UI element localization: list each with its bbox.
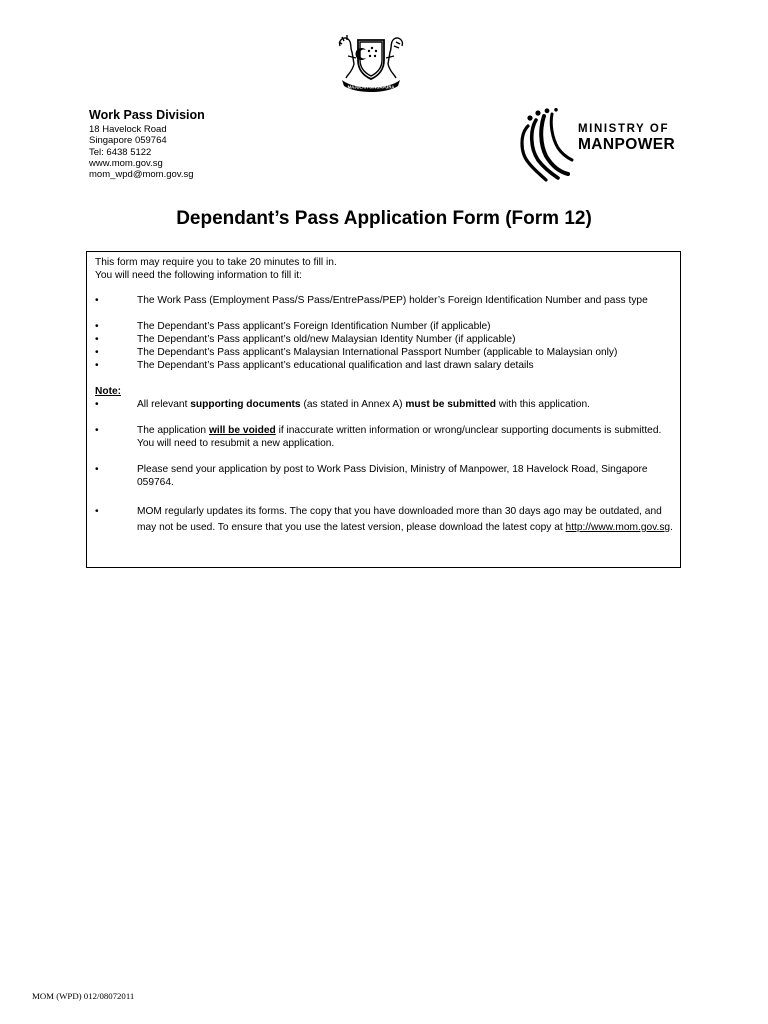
bullet-icon: • [95,347,99,358]
logo-text-ministry-of: MINISTRY OF [578,123,670,135]
form-title: Dependant’s Pass Application Form (Form 12) [176,208,592,229]
required-item-text: The Work Pass (Employment Pass/S Pass/EntrePass/PEP) holder’s Foreign Identification Number and pass type [137,295,648,306]
mom-website-link[interactable]: http://www.mom.gov.sg [565,521,671,533]
ministry-of-manpower-logo [516,108,682,184]
sender-address-block [89,108,205,180]
intro-text [95,256,337,282]
emphasis-supporting-documents: supporting documents [190,399,301,410]
telephone: Tel: 6438 5122 [89,146,152,158]
email: mom_wpd@mom.gov.sg [89,169,194,181]
bullet-icon: • [95,425,99,436]
form-reference-code: MOM (WPD) 012/08072011 [32,991,135,1001]
logo-text-manpower: MANPOWER [578,136,676,153]
bullet-icon: • [95,334,99,345]
website: www.mom.gov.sg [89,157,163,169]
bullet-icon: • [95,464,99,475]
emphasis-must-be-submitted: must be submitted [405,399,496,410]
note-text: All relevant supporting documents (as stated in Annex A) must be submitted with this application. [137,399,590,410]
note-text: MOM regularly updates its forms. The copy that you have downloaded more than 30 days ago may be outdated, and may not be used. To ensure that you use the latest version, please download the latest copy at http://www.mom.gov.sg. [137,506,673,533]
intro-line-1: This form may require you to take 20 minutes to fill in. [95,257,337,268]
required-item-text: The Dependant’s Pass applicant’s educational qualification and last drawn salary details [137,360,534,371]
bullet-icon: • [95,321,99,332]
bullet-icon: • [95,506,99,517]
note-label: Note: [95,386,122,397]
ministry-of-manpower-logo-icon [516,108,576,184]
crest-motto: MAJULAH SINGAPURA [347,84,395,90]
instructions-box [86,251,681,568]
address-postcode: Singapore 059764 [89,135,167,147]
required-item-text: The Dependant’s Pass applicant’s Malaysian International Passport Number (applicable to Malaysian only) [137,347,618,358]
address-street: 18 Havelock Road [89,124,167,135]
intro-line-2: You will need the following information to fill it: [95,270,302,282]
bullet-icon: • [95,360,99,371]
bullet-icon: • [95,295,99,306]
division-name: Work Pass Division [89,108,205,122]
required-item-text: The Dependant’s Pass applicant’s old/new Malaysian Identity Number (if applicable) [137,334,516,345]
bullet-icon: • [95,399,99,410]
note-text: The application will be voided if inaccurate written information or wrong/unclear supporting documents is submitted. You will need to resubmit a new application. [137,425,662,450]
emphasis-will-be-voided: will be voided [208,425,276,436]
note-text: Please send your application by post to Work Pass Division, Ministry of Manpower, 18 Havelock Road, Singapore 059764. [137,464,648,489]
required-item-text: The Dependant’s Pass applicant’s Foreign Identification Number (if applicable) [137,321,491,332]
singapore-coat-of-arms-icon [334,32,408,94]
